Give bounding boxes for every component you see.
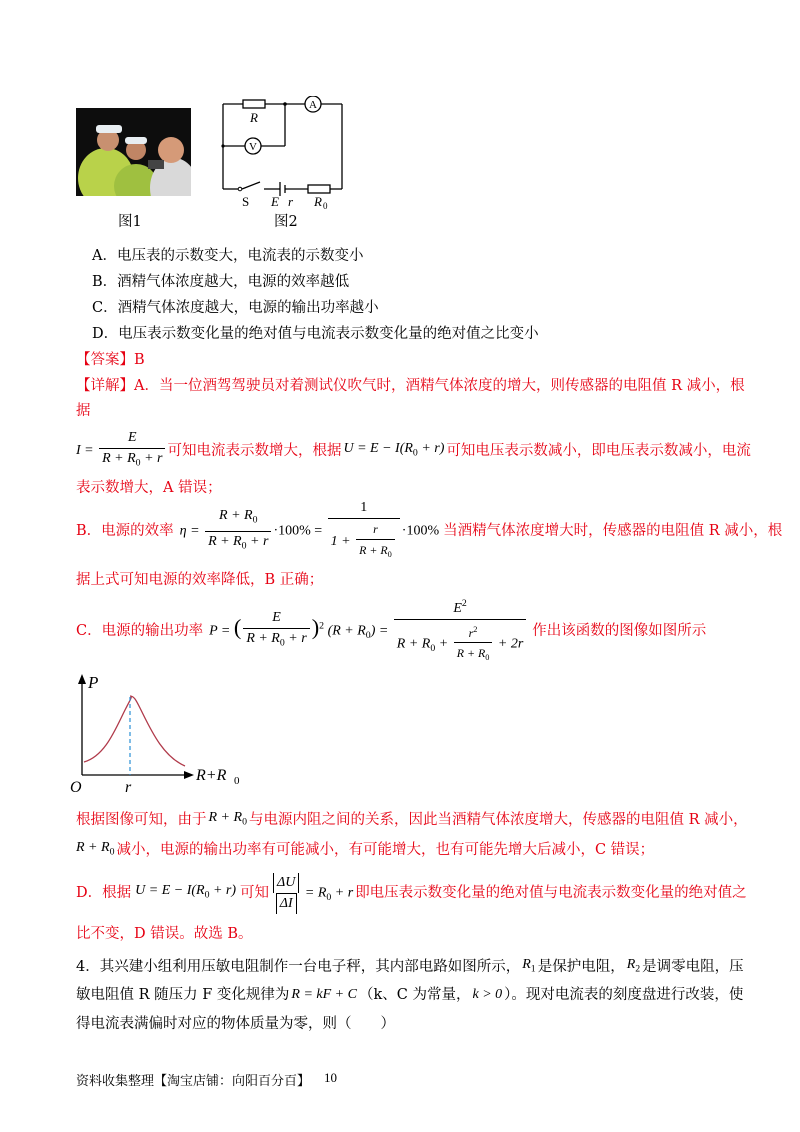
- page-number: 10: [324, 1070, 338, 1085]
- ammeter-label: A: [309, 99, 317, 111]
- detail-d2: 比不变，D 错误。故选 B。: [76, 926, 253, 942]
- figure1-caption: 图1: [118, 214, 142, 230]
- option-b: B．酒精气体浓度越大，电源的效率越低: [92, 274, 350, 290]
- efficiency-formula: η = $\frac{R + R_0}{R + R_0 + r}$ ·100% = 1 1 + $\frac{r}{R + R_0}$ ·100%: [180, 498, 439, 565]
- power-curve: [84, 696, 185, 766]
- detail-line4: 表示数增大，A 错误；: [76, 480, 222, 496]
- circuit-diagram: [220, 96, 350, 211]
- resistor-r-label: R: [250, 110, 258, 125]
- r0-sub: 0: [323, 201, 328, 211]
- detail-line3: I = $\frac{E}{R + R_0 + r}$ 可知电流表示数增大，根据 $U = E - I(R_0 + r)$ 可知电压表示数减小，即电压表示数减小，电流: [76, 428, 751, 473]
- breathalyzer-photo: [76, 108, 191, 196]
- voltmeter-label: V: [249, 141, 257, 153]
- detail-b2: 据上式可知电源的效率降低，B 正确；: [76, 572, 324, 588]
- detail-line2: 据: [76, 403, 91, 419]
- question4-line2: 敏电阻值 R 随压力 F 变化规律为 R = kF + C （k、C 为常量， k > 0 ）。现对电流表的刻度盘进行改装，使: [76, 987, 744, 1003]
- detail-line1: 【详解】A．当一位酒驾驾驶员对着测试仪吹气时，酒精气体浓度的增大，则传感器的电阻值 R 减小，根: [76, 378, 745, 394]
- footer: [76, 1070, 337, 1089]
- power-formula: P = ( $\frac{E}{R + R_0 + r}$ )$^2$ $(R + R_0)$ = $E^2$ $R + R_0$ + $\frac{r^2}{R + R_0}$ + 2r: [209, 594, 528, 669]
- option-d: D．电压表示数变化量的绝对值与电流表示数变化量的绝对值之比变小: [92, 326, 539, 342]
- switch-label: S: [242, 194, 250, 209]
- figure2-caption: 图2: [274, 214, 298, 230]
- graph-origin: O: [70, 779, 82, 795]
- answer: 【答案】B: [76, 352, 145, 368]
- internal-r-label: r: [288, 194, 294, 209]
- r0-label: R: [314, 194, 322, 209]
- graph-y-label: P: [88, 673, 99, 692]
- detail-line6: $R + R_0$ 减小，电源的输出功率有可能减小，有可能增大，也有可能先增大后减小，C 错误；: [76, 840, 655, 859]
- power-curve-graph: [70, 670, 260, 795]
- detail-b: B．电源的效率 η = $\frac{R + R_0}{R + R_0 + r}$ ·100% = 1 1 + $\frac{r}{R + R_0}$ ·100% 当酒精气体浓度增大时，传感器的电阻值 R 减小，根: [76, 502, 782, 560]
- voltage-formula: $U = E - I(R_0 + r)$: [343, 440, 445, 458]
- option-c: C．酒精气体浓度越大，电源的输出功率越小: [92, 300, 379, 316]
- detail-line5: 根据图像可知，由于 $R + R_0$ 与电源内阻之间的关系，因此当酒精气体浓度增大，传感器的电阻值 R 减小，: [76, 810, 748, 829]
- detail-c: C．电源的输出功率 P = ( $\frac{E}{R + R_0 + r}$ )$^2$ $(R + R_0)$ = $E^2$ $R + R_0$ + $\frac{r^2}{R + R_0}$ + 2r 作出该函数的图像如图所示: [76, 602, 706, 660]
- question4-line1: 4．其兴建小组利用压敏电阻制作一台电子秤，其内部电路如图所示， $R_1$ 是保护电阻， $R_2$ 是调零电阻，压: [76, 957, 744, 976]
- detail-d: D．根据 $U = E - I(R_0 + r)$ 可知 $\frac{\Delta U}{\Delta I}$ = $R_0 + r$ 即电压表示数变化量的绝对值与电流表示数变化量的绝对值之: [76, 870, 747, 916]
- graph-peak-label: r: [125, 779, 132, 795]
- option-a: A．电压表的示数变大，电流表的示数变小: [92, 248, 364, 264]
- emf-label: E: [271, 194, 279, 209]
- graph-x-label-sub: 0: [234, 775, 240, 787]
- footer-text: 资料收集整理【淘宝店铺：向阳百分百】: [76, 1074, 311, 1089]
- question4-line3: 得电流表满偏时对应的物体质量为零，则（ ）: [76, 1016, 395, 1032]
- graph-x-label: R+R: [196, 767, 227, 784]
- current-formula: I = $\frac{E}{R + R_0 + r}$: [76, 428, 167, 473]
